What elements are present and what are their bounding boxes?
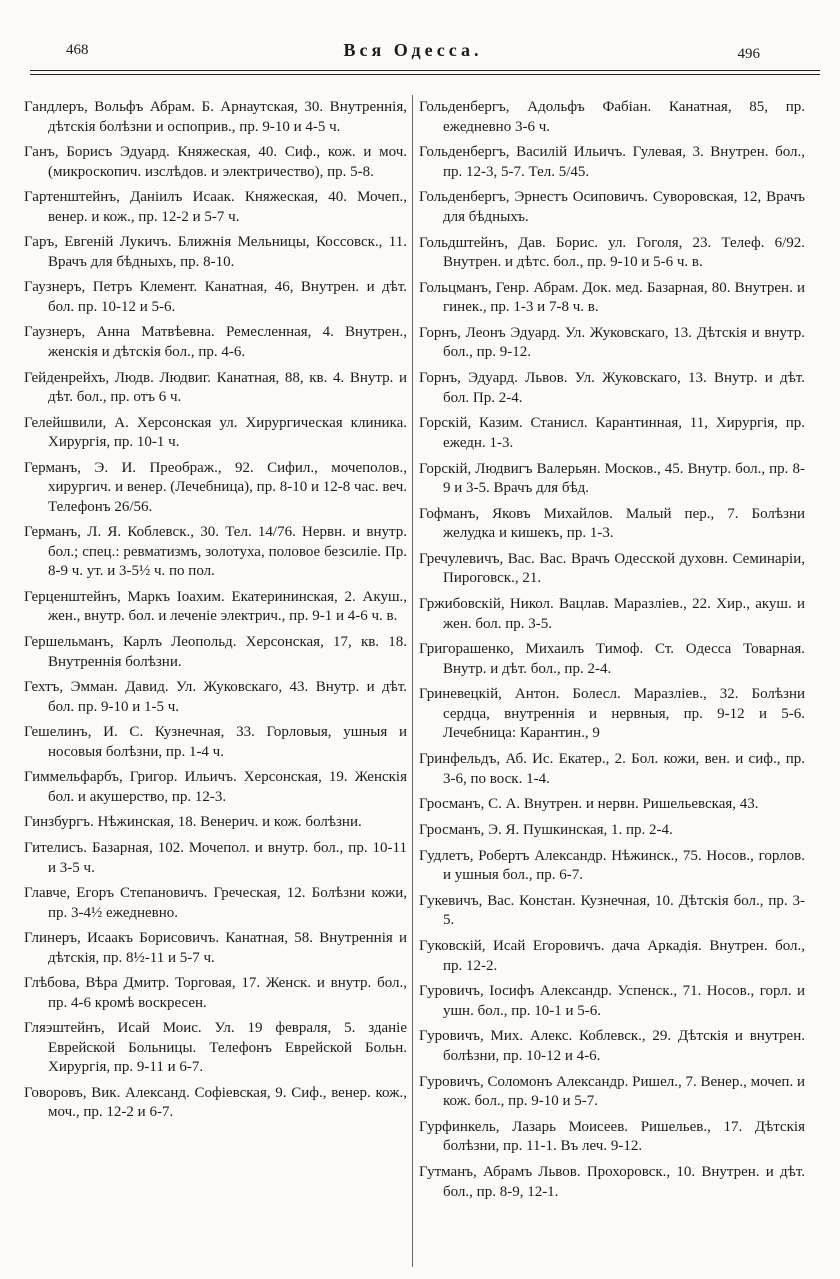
page-header [66, 40, 760, 66]
directory-entry: Гаузнеръ, Петръ Клемент. Канатная, 46, Внутрен. и дѣт. бол. пр. 10-12 и 5-6. [24, 279, 407, 315]
directory-entry: Гурфинкель, Лазарь Моисеев. Ришельев., 17. Дѣтскія болѣзни, пр. 11-1. Въ леч. 9-12. [419, 1118, 805, 1155]
directory-entry: Гукевичъ, Вас. Констан. Кузнечная, 10. Дѣтскія бол., пр. 3-5. [419, 892, 805, 929]
header-rule-bottom [30, 74, 820, 75]
directory-entry: Главче, Егоръ Степановичъ. Греческая, 12. Болѣзни кожи, пр. 3-4½ ежедневно. [24, 885, 407, 921]
directory-entry: Германъ, Л. Я. Коблевск., 30. Тел. 14/76. Нервн. и внутр. бол.; спец.: ревматизмъ, золотуха, половое безсиліе. Пр. 8-9 ч. ут. и 3-5½ ч. по пол. [24, 524, 407, 580]
directory-entry: Горскій, Людвигъ Валерьян. Москов., 45. Внутр. бол., пр. 8-9 и 3-5. Врачъ для бѣд. [419, 460, 805, 496]
directory-entry: Гехтъ, Эмман. Давид. Ул. Жуковскаго, 43. Внутр. и дѣт. бол. пр. 9-10 и 1-5 ч. [24, 679, 407, 715]
directory-entry: Ганъ, Борисъ Эдуард. Княжеская, 40. Сиф., кож. и моч. (микроскопич. изслѣдов. и электричество), пр. 5-8. [24, 144, 407, 180]
directory-entry: Гинзбургъ. Нѣжинская, 18. Венерич. и кож. болѣзни. [24, 814, 362, 831]
directory-entry: Герценштейнъ, Маркъ Іоахим. Екатерининская, 2. Акуш., жен., внутр. бол. и леченіе электрич., пр. 9-1 и 4-6 ч. в. [24, 588, 407, 625]
directory-entry: Гителисъ. Базарная, 102. Мочепол. и внутр. бол., пр. 10-11 и 3-5 ч. [24, 840, 407, 876]
directory-entry: Гуровичъ, Соломонъ Александр. Ришел., 7. Венер., мочеп. и кож. бол., пр. 9-10 и 5-7. [419, 1073, 805, 1110]
directory-entry: Гутманъ, Абрамъ Львов. Прохоровск., 10. Внутрен. и дѣт. бол., пр. 8-9, 12-1. [419, 1164, 805, 1200]
directory-entry: Гешелинъ, И. С. Кузнечная, 33. Горловыя, ушныя и носовыя болѣзни, пр. 1-4 ч. [24, 724, 407, 760]
directory-entry: Гольдштейнъ, Дав. Борис. ул. Гоголя, 23. Телеф. 6/92. Внутрен. и дѣтс. бол., пр. 9-10 и 5-6 ч. в. [419, 234, 805, 271]
directory-entry: Гросманъ, Э. Я. Пушкинская, 1. пр. 2-4. [419, 822, 673, 838]
left-column [24, 98, 407, 1268]
directory-entry: Гриневецкій, Антон. Болесл. Маразліев., 32. Болѣзни сердца, внутреннія и нервныя, пр. 9-12 и 5-6. Лечебница: Карантин., 9 [419, 686, 805, 742]
directory-entry: Горнъ, Леонъ Эдуард. Ул. Жуковскаго, 13. Дѣтскія и внутр. бол., пр. 9-12. [419, 324, 805, 361]
page-number-left: 468 [66, 42, 89, 58]
directory-entry: Горнъ, Эдуард. Львов. Ул. Жуковскаго, 13. Внутр. и дѣт. бол. Пр. 2-4. [419, 370, 805, 406]
directory-entry: Горскій, Казим. Станисл. Карантинная, 11, Хирургія, пр. ежедн. 1-3. [419, 415, 805, 451]
directory-entry: Гольденбергъ, Адольфъ Фабіан. Канатная, 85, пр. ежедневно 3-6 ч. [419, 99, 805, 135]
directory-entry: Гольцманъ, Генр. Абрам. Док. мед. Базарная, 80. Внутрен. и гинек., пр. 1-3 и 7-8 ч. в. [419, 279, 805, 316]
right-column [419, 98, 805, 1268]
directory-entry: Гандлеръ, Вольфъ Абрам. Б. Арнаутская, 30. Внутреннія, дѣтскія болѣзни и оспоприв., пр. 9-10 и 4-5 ч. [24, 99, 407, 135]
directory-entry: Глинеръ, Исаакъ Борисовичъ. Канатная, 58. Внутреннія и дѣтскія, пр. 8½-11 и 5-7 ч. [24, 930, 407, 966]
directory-entry: Гаръ, Евгеній Лукичъ. Ближнія Мельницы, Коссовск., 11. Врачъ для бѣдныхъ, пр. 8-10. [24, 234, 407, 270]
directory-entry: Гольденбергъ, Эрнестъ Осиповичъ. Суворовская, 12, Врачъ для бѣдныхъ. [419, 189, 805, 225]
directory-entry: Гуковскій, Исай Егоровичъ. дача Аркадія. Внутрен. бол., пр. 12-2. [419, 938, 805, 974]
directory-entry: Гершельманъ, Карлъ Леопольд. Херсонская, 17, кв. 18. Внутреннія болѣзни. [24, 634, 407, 670]
directory-entry: Гуровичъ, Мих. Алекс. Коблевск., 29. Дѣтскія и внутрен. болѣзни, пр. 10-12 и 4-6. [419, 1028, 805, 1064]
directory-entry: Гросманъ, С. А. Внутрен. и нервн. Ришельевская, 43. [419, 796, 759, 813]
running-title: Вся Одесса. [343, 40, 483, 60]
directory-entry: Григорашенко, Михаилъ Тимоф. Ст. Одесса Товарная. Внутр. и дѣт. бол., пр. 2-4. [419, 641, 805, 677]
directory-entry: Гелейшвили, А. Херсонская ул. Хирургическая клиника. Хирургія, пр. 10-1 ч. [24, 414, 407, 451]
header-rule-top [30, 70, 820, 71]
directory-entry: Говоровъ, Вик. Александ. Софіевская, 9. Сиф., венер. кож., моч., пр. 12-2 и 6-7. [24, 1084, 407, 1121]
directory-entry: Гартенштейнъ, Даніилъ Исаак. Княжеская, 40. Мочеп., венер. и кож., пр. 12-2 и 5-7 ч. [24, 189, 407, 225]
directory-entry: Гуровичъ, Іосифъ Александр. Успенск., 71. Носов., горл. и ушн. бол., пр. 10-1 и 5-6. [419, 983, 805, 1019]
directory-entry: Гаузнеръ, Анна Матвѣевна. Ремесленная, 4. Внутрен., женскія и дѣтскія бол., пр. 4-6. [24, 324, 407, 360]
directory-entry: Гречулевичъ, Вас. Вас. Врачъ Одесской духовн. Семинаріи, Пироговск., 21. [419, 550, 805, 587]
directory-entry: Гляэштейнъ, Исай Моис. Ул. 19 февраля, 5. зданіе Еврейской Больницы. Телефонъ Еврейской Больн. Хирургія, пр. 9-11 и 6-7. [24, 1020, 407, 1076]
directory-entry: Гудлетъ, Робертъ Александр. Нѣжинск., 75. Носов., горлов. и ушныя бол., пр. 6-7. [419, 847, 805, 884]
column-divider [412, 95, 413, 1267]
directory-entry: Гофманъ, Яковъ Михайлов. Малый пер., 7. Болѣзни желудка и кишекъ, пр. 1-3. [419, 505, 805, 542]
directory-entry: Германъ, Э. И. Преображ., 92. Сифил., мочеполов., хирургич. и венер. (Лечебница), пр. 8-10 и 12-8 час. веч. Телефонъ 26/56. [24, 459, 407, 515]
directory-entry: Гейденрейхъ, Людв. Людвиг. Канатная, 88, кв. 4. Внутр. и дѣт. бол., пр. отъ 6 ч. [24, 369, 407, 406]
directory-entry: Гиммельфарбъ, Григор. Ильичъ. Херсонская, 19. Женскія бол. и акушерство, пр. 12-3. [24, 769, 407, 805]
directory-entry: Гржибовскій, Никол. Вацлав. Маразліев., 22. Хир., акуш. и жен. бол. пр. 3-5. [419, 596, 805, 632]
directory-entry: Гольденбергъ, Василій Ильичъ. Гулевая, 3. Внутрен. бол., пр. 12-3, 5-7. Тел. 5/45. [419, 144, 805, 180]
directory-entry: Гринфельдъ, Аб. Ис. Екатер., 2. Бол. кожи, вен. и сиф., пр. 3-6, по воск. 1-4. [419, 751, 805, 787]
page-number-right: 496 [737, 46, 760, 62]
directory-entry: Глѣбова, Вѣра Дмитр. Торговая, 17. Женск. и внутр. бол., пр. 4-6 кромѣ воскресен. [24, 975, 407, 1011]
